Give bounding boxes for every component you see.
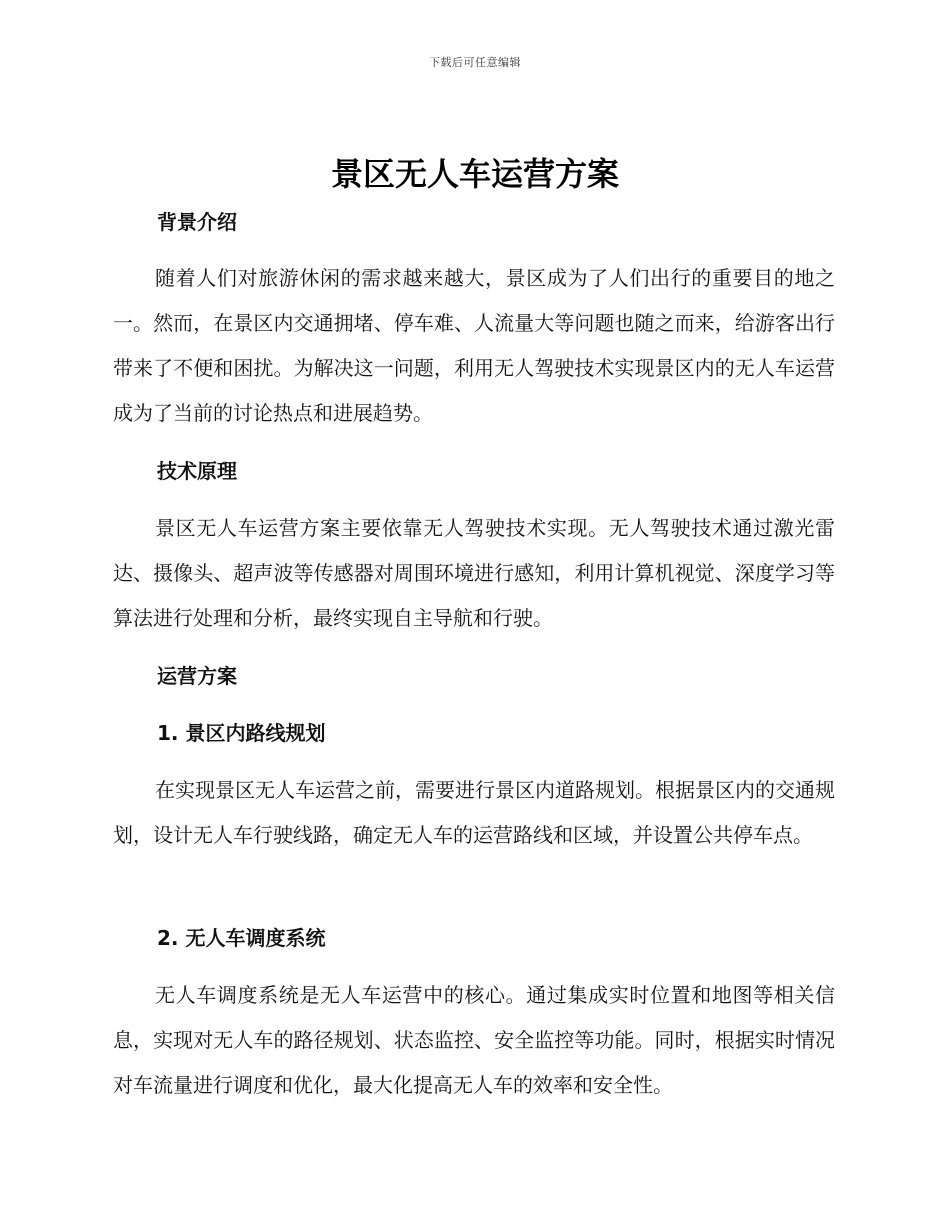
paragraph-background: 随着人们对旅游休闲的需求越来越大，景区成为了人们出行的重要目的地之一。然而，在景区内交通拥堵、停车难、人流量大等问题也随之而来，给游客出行带来了不便和困扰。为解决这一问题，利用无人驾驶技术实现景区内的无人车运营成为了当前的讨论热点和进展趋势。 [113,266,835,425]
paragraph-dispatch-system: 无人车调度系统是无人车运营中的核心。通过集成实时位置和地图等相关信息，实现对无人车的路径规划、状态监控、安全监控等功能。同时，根据实时情况对车流量进行调度和优化，最大化提高无人车的效率和安全性。 [113,983,835,1097]
paragraph-route-planning: 在实现景区无人车运营之前，需要进行景区内道路规划。根据景区内的交通规划，设计无人车行驶线路，确定无人车的运营路线和区域，并设置公共停车点。 [113,778,835,847]
heading-tech: 技术原理 [157,459,237,483]
document-title: 景区无人车运营方案 [330,155,619,193]
heading-dispatch-system: 2. 无人车调度系统 [157,926,326,950]
page-header-note: 下载后可任意编辑 [429,56,521,69]
heading-route-planning: 1. 景区内路线规划 [157,721,326,745]
heading-background: 背景介绍 [157,210,237,234]
paragraph-tech: 景区无人车运营方案主要依靠无人驾驶技术实现。无人驾驶技术通过激光雷达、摄像头、超声波等传感器对周围环境进行感知，利用计算机视觉、深度学习等算法进行处理和分析，最终实现自主导航和行驶。 [113,516,835,630]
heading-operation: 运营方案 [157,664,237,688]
